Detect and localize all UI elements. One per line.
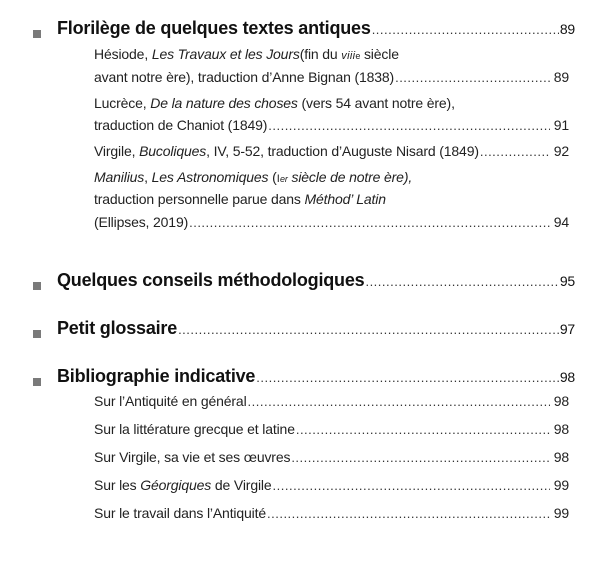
toc-entry-biblio-georgiques[interactable] — [94, 477, 569, 493]
toc-entry-lucrece-line2[interactable] — [94, 117, 569, 133]
section-bullet-icon — [33, 330, 41, 338]
entry-date-pre: ( — [268, 169, 277, 185]
page-number: 89 — [559, 21, 575, 37]
entry-work: Les Travaux et les Jours — [151, 46, 300, 62]
toc-entry-biblio-litterature[interactable] — [94, 421, 569, 437]
entry-author: Virgile — [94, 143, 132, 159]
dot-leader — [256, 370, 559, 385]
toc-entry-hesiode-line2[interactable] — [94, 69, 569, 85]
heading-title: Quelques conseils méthodologiques — [57, 270, 365, 290]
dot-leader — [267, 506, 550, 521]
entry-author: Manilius — [94, 169, 145, 185]
entry-text: Sur l’Antiquité en général — [94, 393, 247, 409]
heading-title: Petit glossaire — [57, 318, 178, 338]
page-number: 97 — [559, 321, 575, 337]
page-number: 98 — [559, 369, 575, 385]
page-number: 99 — [553, 477, 569, 493]
dot-leader — [189, 215, 550, 230]
entry-author: Hésiode — [94, 46, 145, 62]
dot-leader — [372, 22, 559, 37]
dot-leader — [178, 322, 559, 337]
toc-entry-biblio-antiquite[interactable] — [94, 393, 569, 409]
entry-text: traduction de Chaniot (1849) — [94, 117, 268, 133]
dot-leader — [365, 274, 558, 289]
toc-entry-biblio-virgile[interactable] — [94, 449, 569, 465]
dot-leader — [268, 118, 549, 133]
page-number: 91 — [553, 117, 569, 133]
entry-work: De la nature des choses — [150, 95, 298, 111]
entry-date-pre: (fin du — [299, 46, 342, 62]
dot-leader — [480, 144, 550, 159]
heading-title: Florilège de quelques textes antiques — [57, 18, 371, 38]
dot-leader — [273, 478, 550, 493]
entry-text: Sur la littérature grecque et latine — [94, 421, 295, 437]
page-number: 94 — [553, 214, 569, 230]
section-bullet-icon — [33, 378, 41, 386]
entry-work: Géorgiques — [140, 477, 212, 493]
entry-author: Lucrèce — [94, 95, 143, 111]
section-bullet-icon — [33, 30, 41, 38]
page-number: 95 — [559, 273, 575, 289]
entry-text: Sur le travail dans l’Antiquité — [94, 505, 266, 521]
page-number: 92 — [553, 143, 569, 159]
entry-century: viii — [341, 50, 356, 62]
dot-leader — [291, 450, 549, 465]
entry-text-pre: Sur les — [94, 477, 141, 493]
entry-work: Bucoliques — [139, 143, 207, 159]
toc-heading-conseils[interactable] — [57, 270, 575, 291]
dot-leader — [296, 422, 550, 437]
entry-date-post: siècle — [360, 46, 399, 62]
toc-entry-hesiode-line1[interactable]: Hésiode , Les Travaux et les Jours (fin du viii e siècle — [94, 46, 399, 62]
dot-leader — [395, 70, 550, 85]
entry-rest: (vers 54 avant notre ère), — [297, 95, 455, 111]
section-bullet-icon — [33, 282, 41, 290]
toc-heading-glossaire[interactable] — [57, 318, 575, 339]
entry-text-post: de Virgile — [211, 477, 272, 493]
entry-text: traduction personnelle parue dans — [94, 191, 305, 207]
page-number: 98 — [553, 393, 569, 409]
toc-entry-virgile[interactable]: Virgile, Bucoliques, IV, 5-52, traduction d’Auguste Nisard (1849) ..... 92 — [94, 143, 569, 159]
page-number: 98 — [553, 421, 569, 437]
entry-rest: , IV, 5-52, traduction d’Auguste Nisard (1849) — [206, 143, 479, 159]
entry-text: Sur Virgile, sa vie et ses œuvres — [94, 449, 291, 465]
entry-work: Méthod’ Latin — [304, 191, 386, 207]
dot-leader — [248, 394, 550, 409]
toc-entry-biblio-travail[interactable] — [94, 505, 569, 521]
entry-text: (Ellipses, 2019) — [94, 214, 189, 230]
page-number: 89 — [553, 69, 569, 85]
entry-century: I — [276, 173, 281, 185]
toc-entry-manilius-line3[interactable] — [94, 214, 569, 230]
page-number: 99 — [553, 505, 569, 521]
toc-heading-bibliographie[interactable] — [57, 366, 575, 387]
toc-entry-manilius-line1[interactable]: Manilius , Les Astronomiques ( I er siècle de notre ère), — [94, 169, 413, 185]
toc-entry-lucrece-line1[interactable]: Lucrèce , De la nature des choses (vers 54 avant notre ère), — [94, 95, 455, 111]
entry-text: avant notre ère), traduction d’Anne Bignan (1838) — [94, 69, 395, 85]
toc-entry-manilius-line2[interactable] — [94, 191, 386, 207]
entry-work: Les Astronomiques — [151, 169, 269, 185]
entry-date-post: siècle de notre ère), — [287, 169, 413, 185]
heading-title: Bibliographie indicative — [57, 366, 256, 386]
page-number: 98 — [553, 449, 569, 465]
toc-heading-florilege[interactable] — [57, 18, 575, 39]
